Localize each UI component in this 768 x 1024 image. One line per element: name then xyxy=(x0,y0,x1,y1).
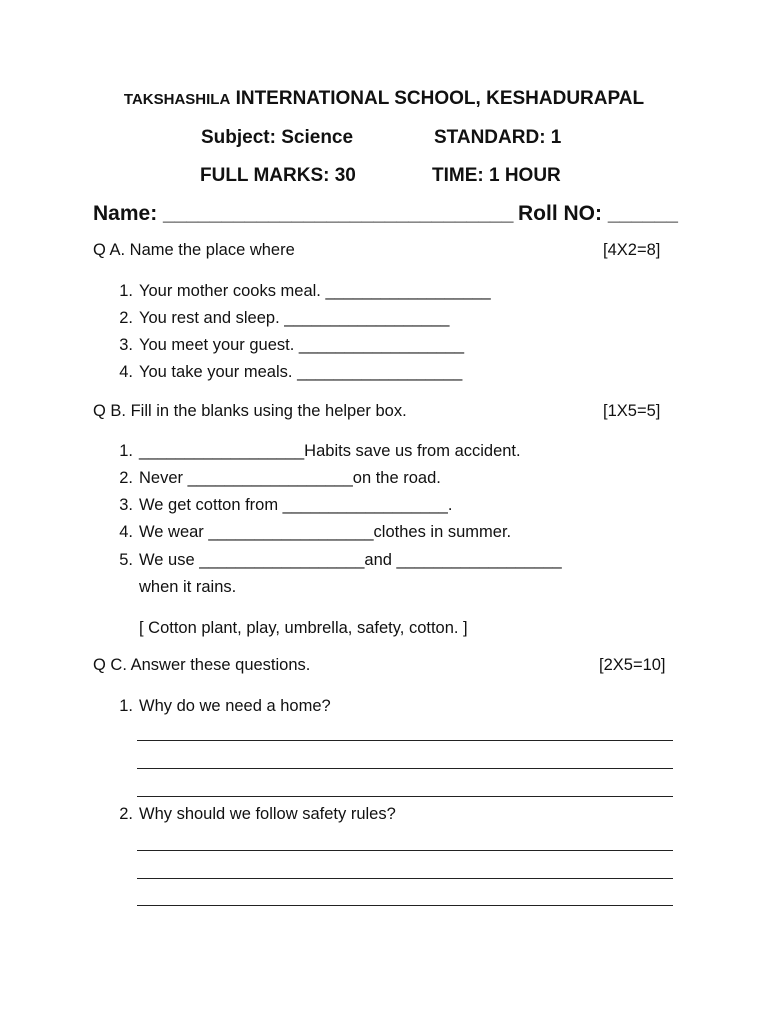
subject-label: Subject: Science xyxy=(201,127,354,148)
list-item xyxy=(111,282,491,301)
item-text: We get cotton from __________________. xyxy=(139,496,453,514)
answer-line[interactable] xyxy=(137,768,673,769)
list-item xyxy=(111,442,521,461)
name-field[interactable]: Name: ______________________________ xyxy=(93,202,514,225)
item-text: Why do we need a home? xyxy=(139,697,331,715)
item-text: We use __________________and __________________ xyxy=(139,551,562,569)
question-a-title: Q A. Name the place where xyxy=(93,241,295,259)
item-text: You take your meals. __________________ xyxy=(139,363,463,381)
item-text: You meet your guest. __________________ xyxy=(139,336,465,354)
answer-line[interactable] xyxy=(137,740,673,741)
item-text: Never __________________on the road. xyxy=(139,469,441,487)
answer-line[interactable] xyxy=(137,796,673,797)
answer-line[interactable] xyxy=(137,878,673,879)
item-number: 2. xyxy=(119,309,133,327)
item-number: 3. xyxy=(119,336,133,354)
item-text: Why should we follow safety rules? xyxy=(139,805,396,823)
school-name-prefix: TAKSHASHILA xyxy=(123,91,231,108)
standard-label: STANDARD: 1 xyxy=(434,127,562,148)
list-item xyxy=(111,805,396,824)
list-item xyxy=(111,309,449,328)
answer-line[interactable] xyxy=(137,850,673,851)
roll-number-field[interactable]: Roll NO: ______ xyxy=(518,202,678,225)
school-name-rest: INTERNATIONAL SCHOOL, KESHADURAPAL xyxy=(235,88,645,109)
item-number: 4. xyxy=(119,363,133,381)
question-b-title: Q B. Fill in the blanks using the helper box. xyxy=(93,402,407,420)
item-number: 5. xyxy=(119,551,133,569)
item-number: 2. xyxy=(119,469,133,487)
item-number: 4. xyxy=(119,523,133,541)
question-b-marks: [1X5=5] xyxy=(603,402,661,420)
time-label: TIME: 1 HOUR xyxy=(432,165,561,186)
list-item xyxy=(111,469,441,488)
item-number: 2. xyxy=(119,805,133,823)
item-number: 1. xyxy=(119,697,133,715)
helper-box: [ Cotton plant, play, umbrella, safety, cotton. ] xyxy=(139,619,468,637)
item-text: You rest and sleep. __________________ xyxy=(139,309,450,327)
list-item xyxy=(111,496,452,515)
school-name xyxy=(0,88,768,110)
list-item xyxy=(111,523,511,542)
list-item xyxy=(111,697,331,716)
item-text: Your mother cooks meal. __________________ xyxy=(139,282,491,300)
question-c-marks: [2X5=10] xyxy=(599,656,666,674)
answer-line[interactable] xyxy=(137,905,673,906)
list-item xyxy=(111,363,462,382)
item-number: 3. xyxy=(119,496,133,514)
item-text: We wear __________________clothes in summer. xyxy=(139,523,512,541)
item-text: __________________Habits save us from accident. xyxy=(139,442,521,460)
item-number: 1. xyxy=(119,282,133,300)
item-continuation: when it rains. xyxy=(139,578,237,596)
question-a-marks: [4X2=8] xyxy=(603,241,661,259)
list-item xyxy=(111,336,464,355)
list-item xyxy=(111,551,562,570)
full-marks-label: FULL MARKS: 30 xyxy=(200,165,356,186)
item-number: 1. xyxy=(119,442,133,460)
question-c-title: Q C. Answer these questions. xyxy=(93,656,311,674)
